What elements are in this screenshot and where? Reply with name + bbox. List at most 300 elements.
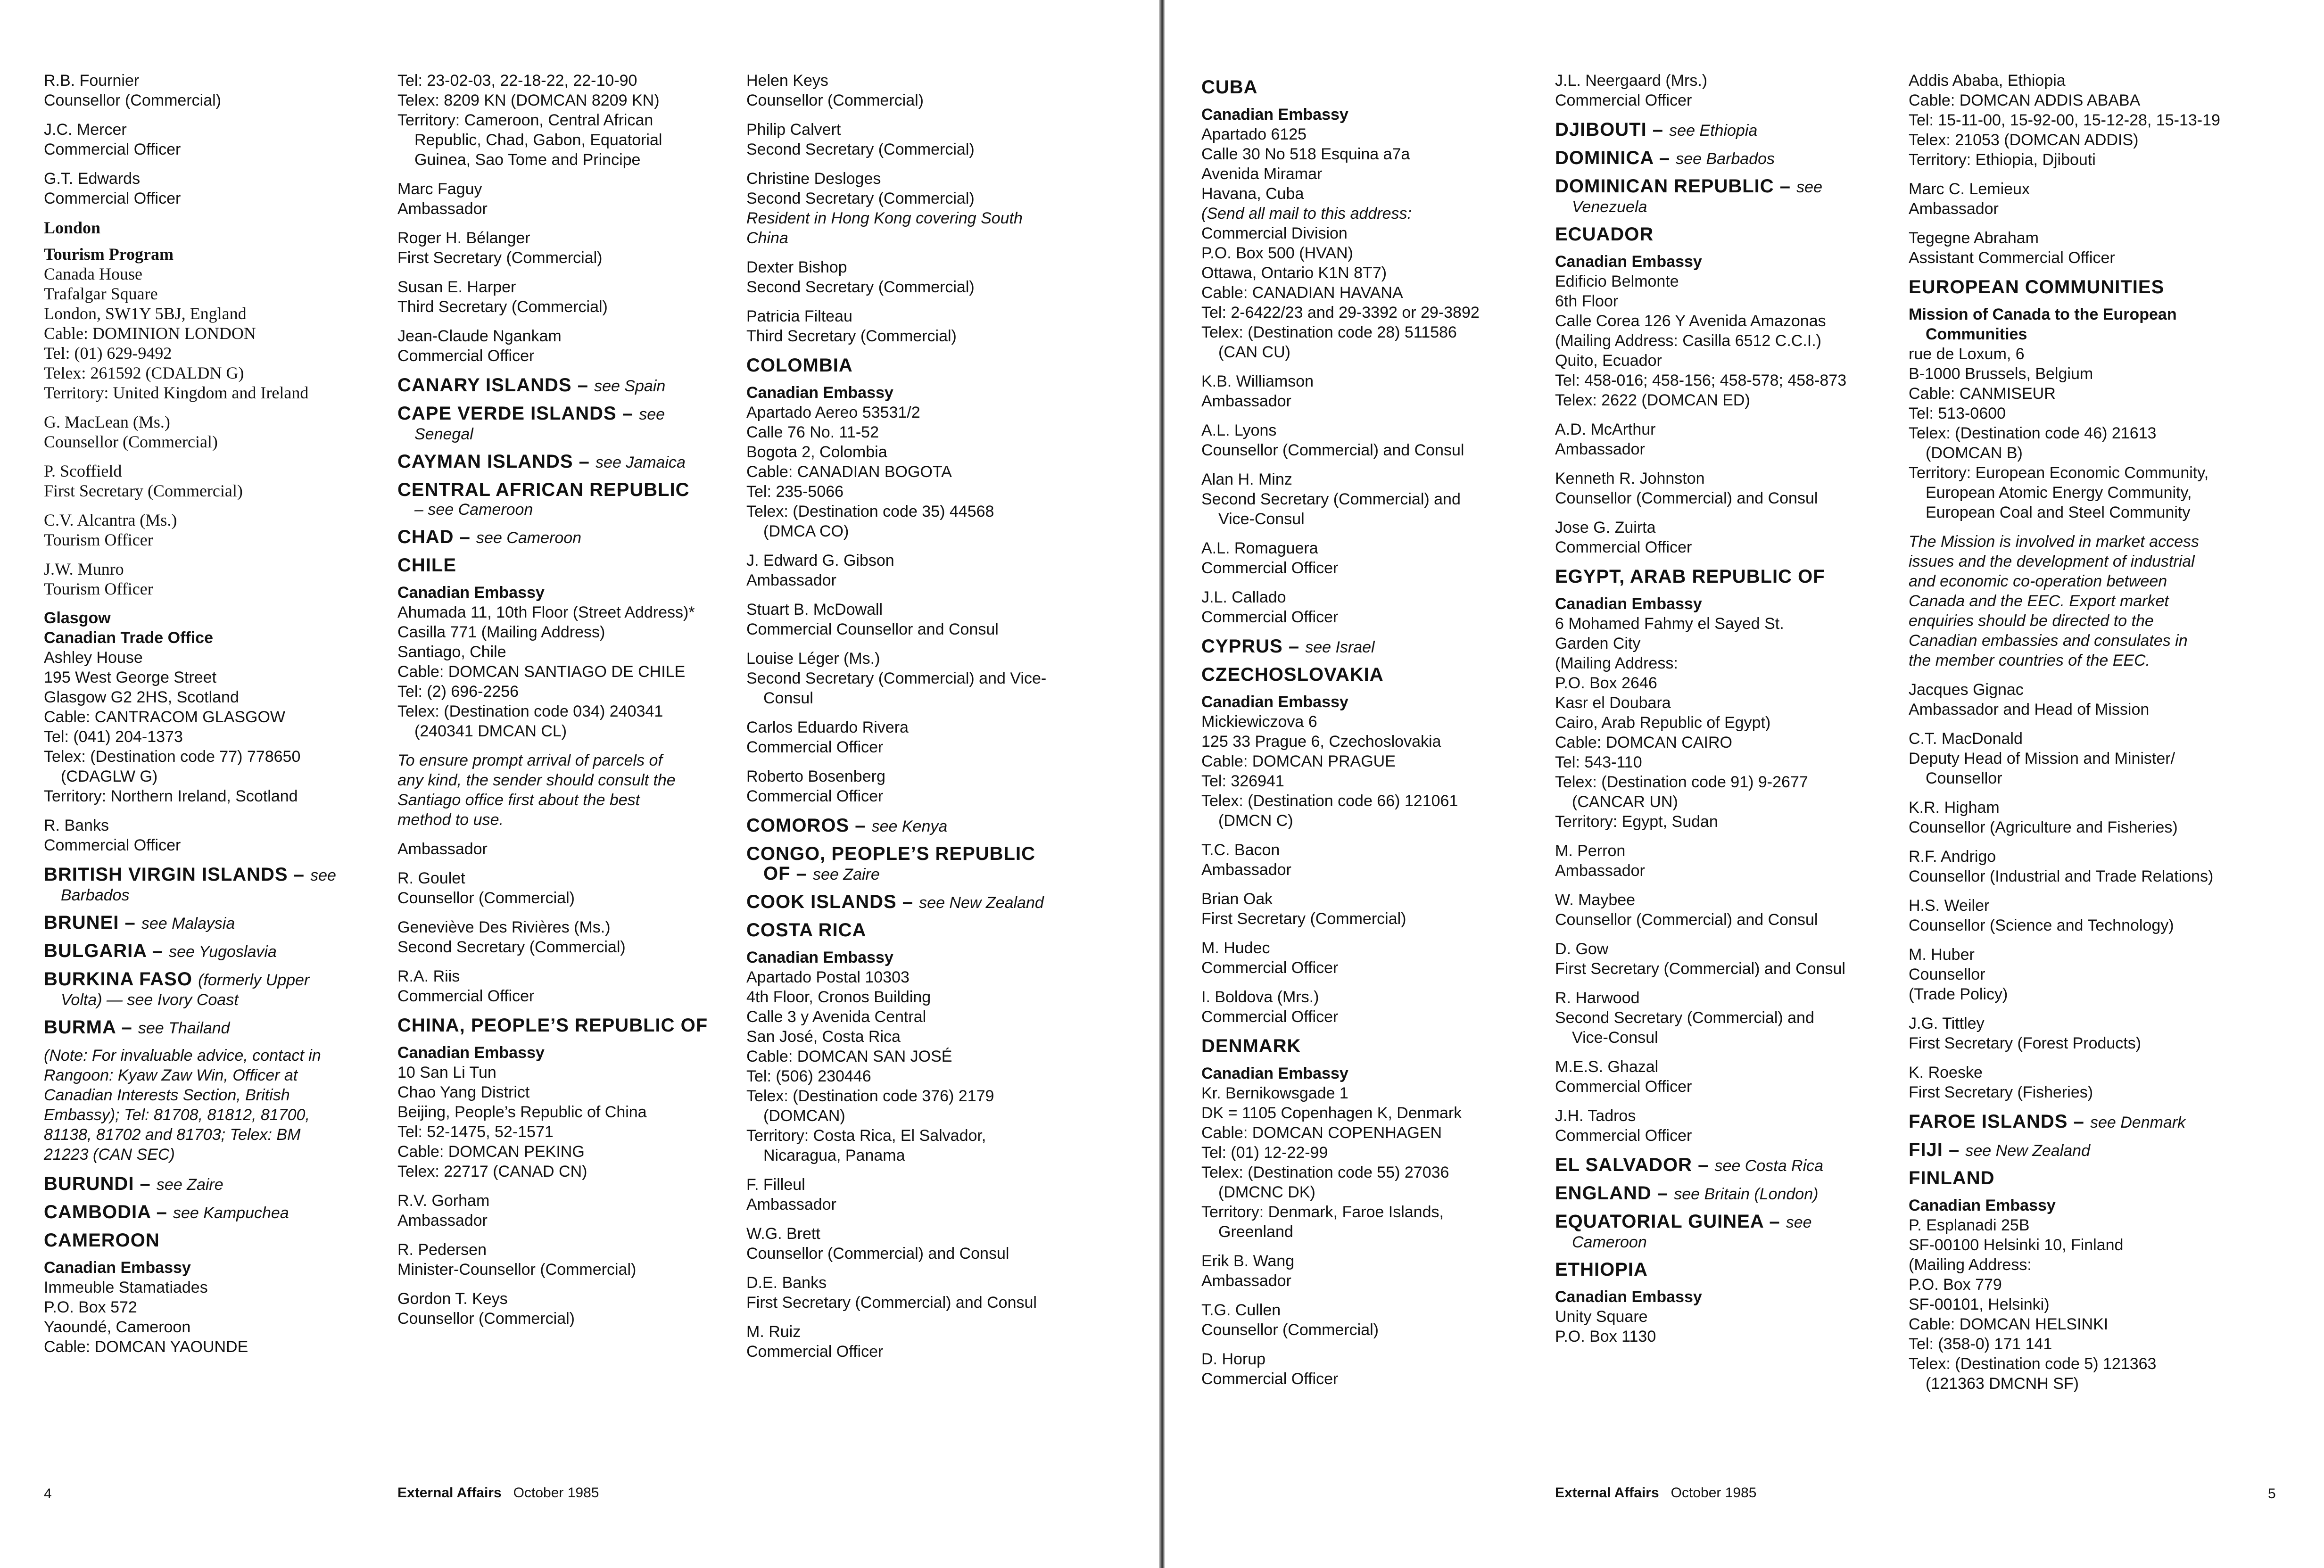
country-name: CAPE VERDE ISLANDS – bbox=[397, 403, 634, 424]
entry-line: (CDAGLW G) bbox=[61, 767, 158, 785]
note-line: issues and the development of industrial bbox=[1909, 553, 2195, 570]
note-line: enquiries should be directed to the bbox=[1909, 612, 2154, 630]
entry-line: Commercial Officer bbox=[1555, 1078, 1692, 1096]
directory-entry bbox=[44, 412, 374, 452]
country-heading bbox=[44, 865, 374, 905]
directory-entry bbox=[1201, 692, 1531, 831]
office-heading: Canadian Embassy bbox=[1555, 1288, 1702, 1306]
entry-line: Kasr el Doubara bbox=[1555, 694, 1671, 712]
entry-line: First Secretary (Commercial) bbox=[397, 249, 603, 267]
entry-line: Second Secretary (Commercial) and Vice- bbox=[746, 669, 1047, 687]
entry-line: Cable: DOMCAN PEKING bbox=[397, 1143, 585, 1161]
entry-line: Ambassador bbox=[746, 1196, 836, 1213]
directory-entry bbox=[44, 120, 374, 159]
entry-line: Beijing, People’s Republic of China bbox=[397, 1103, 647, 1121]
directory-entry bbox=[1555, 1057, 1894, 1097]
entry-line: Commercial Officer bbox=[397, 987, 535, 1005]
entry-line: (DOMCAN B) bbox=[1926, 444, 2023, 462]
left-footer bbox=[397, 1485, 599, 1501]
country-name: BURKINA FASO bbox=[44, 969, 192, 990]
page-gutter bbox=[1159, 0, 1165, 1568]
country-heading bbox=[1201, 77, 1531, 97]
entry-line: Ahumada 11, 10th Floor (Street Address)* bbox=[397, 603, 695, 621]
note-line: China bbox=[746, 229, 788, 247]
entry-line: Territory: European Economic Community, bbox=[1909, 464, 2209, 482]
note-line: any kind, the sender should consult the bbox=[397, 771, 676, 789]
directory-entry bbox=[397, 277, 737, 317]
entry-line: Commercial Division bbox=[1201, 224, 1348, 242]
directory-entry bbox=[397, 583, 737, 741]
country-name: EGYPT, ARAB REPUBLIC OF bbox=[1555, 566, 1825, 587]
note-line: 21223 (CAN SEC) bbox=[44, 1146, 175, 1164]
country-heading bbox=[1909, 1112, 2267, 1132]
entry-line: Telex: (Destination code 77) 778650 bbox=[44, 748, 301, 766]
entry-line: (240341 DMCAN CL) bbox=[414, 722, 567, 740]
entry-line: Commercial Officer bbox=[1201, 608, 1339, 626]
entry-line: Ambassador and Head of Mission bbox=[1909, 701, 2150, 718]
directory-entry bbox=[397, 966, 737, 1006]
directory-entry bbox=[1555, 469, 1894, 508]
entry-line: rue de Loxum, 6 bbox=[1909, 345, 2025, 363]
entry-line: Second Secretary (Commercial) bbox=[397, 938, 626, 956]
directory-entry bbox=[1555, 988, 1894, 1048]
country-heading bbox=[397, 404, 737, 444]
entry-line: Marc C. Lemieux bbox=[1909, 180, 2030, 198]
country-heading bbox=[1555, 1183, 1894, 1204]
entry-line: Territory: Cameroon, Central African bbox=[397, 111, 653, 129]
entry-line: Jacques Gignac bbox=[1909, 681, 2024, 699]
entry-line: Territory: Northern Ireland, Scotland bbox=[44, 787, 298, 805]
note-line: and economic co-operation between bbox=[1909, 572, 2167, 590]
entry-line: B-1000 Brussels, Belgium bbox=[1909, 365, 2093, 383]
directory-entry bbox=[397, 326, 737, 366]
office-heading: Canadian Embassy bbox=[746, 384, 893, 402]
entry-line: Commercial Officer bbox=[746, 738, 884, 756]
entry-line: Commercial Officer bbox=[397, 347, 535, 365]
entry-line: A.L. Lyons bbox=[1201, 421, 1277, 439]
entry-line: J.W. Munro bbox=[44, 560, 124, 578]
entry-line: R.F. Andrigo bbox=[1909, 848, 1996, 866]
office-heading: Canadian Embassy bbox=[397, 584, 545, 602]
entry-line: Assistant Commercial Officer bbox=[1909, 249, 2115, 267]
entry-line: Tel: 513-0600 bbox=[1909, 404, 2006, 422]
entry-line: Ambassador bbox=[1201, 861, 1291, 879]
country-name: BURMA – bbox=[44, 1017, 132, 1038]
cross-reference: Volta) — see Ivory Coast bbox=[61, 991, 239, 1009]
directory-entry bbox=[746, 718, 1105, 757]
directory-entry bbox=[746, 120, 1105, 159]
entry-line: (DMCNC DK) bbox=[1218, 1183, 1315, 1201]
note-line: the member countries of the EEC. bbox=[1909, 652, 2150, 669]
cross-reference: see bbox=[310, 867, 336, 884]
note-line: Canada and the EEC. Export market bbox=[1909, 592, 2169, 610]
country-name: COLOMBIA bbox=[746, 355, 853, 376]
entry-line: Ambassador bbox=[1909, 200, 1999, 218]
entry-line: Kenneth R. Johnston bbox=[1555, 470, 1705, 487]
directory-entry bbox=[1909, 1196, 2267, 1394]
country-name: CHINA, PEOPLE’S REPUBLIC OF bbox=[397, 1015, 708, 1036]
left-column-1 bbox=[44, 71, 374, 1366]
entry-line: Immeuble Stamatiades bbox=[44, 1279, 208, 1296]
directory-entry bbox=[1909, 305, 2267, 522]
footer-date: October 1985 bbox=[1671, 1485, 1757, 1501]
entry-line: Second Secretary (Commercial) and bbox=[1555, 1009, 1814, 1027]
entry-line: P.O. Box 1130 bbox=[1555, 1328, 1656, 1345]
city-heading: London bbox=[44, 218, 101, 237]
country-name: COSTA RICA bbox=[746, 920, 867, 941]
directory-entry bbox=[1201, 1251, 1531, 1291]
entry-line: Telex: 2622 (DOMCAN ED) bbox=[1555, 391, 1750, 409]
directory-entry bbox=[397, 71, 737, 170]
directory-entry bbox=[1909, 71, 2267, 170]
entry-line: Brian Oak bbox=[1201, 890, 1273, 908]
directory-entry bbox=[746, 383, 1105, 541]
entry-line: Minister-Counsellor (Commercial) bbox=[397, 1261, 637, 1279]
entry-line: Garden City bbox=[1555, 635, 1641, 652]
entry-line: Unity Square bbox=[1555, 1308, 1648, 1326]
directory-entry bbox=[397, 1191, 737, 1230]
country-name: CAMEROON bbox=[44, 1230, 160, 1251]
directory-entry bbox=[397, 228, 737, 268]
entry-line: Second Secretary (Commercial) bbox=[746, 278, 975, 296]
directory-entry bbox=[746, 1175, 1105, 1214]
entry-line: Telex: 21053 (DOMCAN ADDIS) bbox=[1909, 131, 2139, 149]
country-name: CENTRAL AFRICAN REPUBLIC bbox=[397, 479, 690, 500]
footer-publication: External Affairs bbox=[1555, 1485, 1659, 1501]
entry-line: Tel: 52-1475, 52-1571 bbox=[397, 1123, 554, 1141]
entry-line: Roberto Bosenberg bbox=[746, 767, 885, 785]
entry-line: G. MacLean (Ms.) bbox=[44, 413, 170, 431]
country-heading bbox=[746, 920, 1105, 940]
entry-line: Telex: (Destination code 91) 9-2677 bbox=[1555, 773, 1808, 791]
entry-line: P. Esplanadi 25B bbox=[1909, 1216, 2030, 1234]
entry-line: Commercial Counsellor and Consul bbox=[746, 620, 999, 638]
entry-line: J.H. Tadros bbox=[1555, 1107, 1636, 1125]
entry-line: P.O. Box 2646 bbox=[1555, 674, 1657, 692]
cross-reference: see Costa Rica bbox=[1714, 1157, 1824, 1175]
entry-line: European Coal and Steel Community bbox=[1926, 503, 2191, 521]
cross-reference: see Zaire bbox=[156, 1176, 223, 1194]
directory-entry bbox=[44, 71, 374, 110]
directory-entry bbox=[746, 306, 1105, 346]
entry-line: Mickiewiczova 6 bbox=[1201, 713, 1317, 731]
country-name: BULGARIA – bbox=[44, 941, 163, 961]
footer-date: October 1985 bbox=[513, 1485, 599, 1501]
entry-line: First Secretary (Commercial) bbox=[1201, 910, 1406, 928]
cross-reference: see Malaysia bbox=[141, 915, 235, 933]
directory-entry bbox=[746, 600, 1105, 639]
entry-line: D.E. Banks bbox=[746, 1274, 827, 1292]
cross-reference: see bbox=[1786, 1213, 1812, 1231]
entry-line: Cable: DOMCAN YAOUNDE bbox=[44, 1338, 248, 1356]
entry-line: Commercial Officer bbox=[1555, 538, 1692, 556]
entry-line: Telex: 261592 (CDALDN G) bbox=[44, 363, 244, 382]
entry-line: Calle 3 y Avenida Central bbox=[746, 1008, 926, 1026]
country-heading bbox=[44, 1230, 374, 1250]
office-heading: Communities bbox=[1926, 325, 2027, 343]
entry-line: Avenida Miramar bbox=[1201, 165, 1323, 183]
entry-line: (DOMCAN) bbox=[763, 1107, 845, 1125]
note-line: Resident in Hong Kong covering South bbox=[746, 209, 1023, 227]
entry-line: European Atomic Energy Community, bbox=[1926, 484, 2192, 502]
entry-line: Tel: 458-016; 458-156; 458-578; 458-873 bbox=[1555, 371, 1847, 389]
entry-line: Cable: DOMINION LONDON bbox=[44, 324, 256, 343]
entry-line: R.V. Gorham bbox=[397, 1192, 490, 1210]
directory-entry bbox=[1201, 938, 1531, 978]
entry-line: Ambassador bbox=[397, 200, 488, 218]
directory-entry bbox=[1555, 420, 1894, 459]
country-heading bbox=[1555, 1212, 1894, 1252]
cross-reference: see Kenya bbox=[871, 817, 948, 835]
directory-entry bbox=[44, 510, 374, 550]
country-name: CAMBODIA – bbox=[44, 1202, 167, 1222]
entry-line: Tourism Officer bbox=[44, 530, 153, 549]
country-heading bbox=[397, 452, 737, 472]
entry-line: Chao Yang District bbox=[397, 1083, 530, 1101]
country-name: CZECHOSLOVAKIA bbox=[1201, 664, 1384, 685]
entry-line: Second Secretary (Commercial) bbox=[746, 190, 975, 207]
entry-line: Patricia Filteau bbox=[746, 307, 852, 325]
entry-line: Telex: 22717 (CANAD CN) bbox=[397, 1163, 587, 1180]
country-name: ETHIOPIA bbox=[1555, 1259, 1648, 1280]
entry-line: J. Edward G. Gibson bbox=[746, 552, 894, 569]
entry-line: C.V. Alcantra (Ms.) bbox=[44, 511, 177, 529]
country-name: DENMARK bbox=[1201, 1036, 1301, 1056]
country-heading bbox=[44, 1174, 374, 1195]
entry-line: Yaoundé, Cameroon bbox=[44, 1318, 191, 1336]
entry-line: Casilla 771 (Mailing Address) bbox=[397, 623, 605, 641]
entry-line: Commercial Officer bbox=[1201, 959, 1339, 977]
right-column-2 bbox=[1555, 71, 1894, 1356]
entry-line: A.D. McArthur bbox=[1555, 421, 1656, 438]
directory-entry bbox=[1909, 532, 2267, 670]
directory-entry bbox=[1201, 421, 1531, 460]
country-heading bbox=[1909, 1140, 2267, 1161]
country-heading bbox=[1909, 277, 2267, 297]
entry-line: Dexter Bishop bbox=[746, 258, 847, 276]
country-heading bbox=[1201, 665, 1531, 685]
entry-line: Cable: DOMCAN SAN JOSÉ bbox=[746, 1048, 952, 1065]
office-heading: Canadian Embassy bbox=[1201, 106, 1348, 124]
entry-line: Second Secretary (Commercial) bbox=[746, 140, 975, 158]
directory-entry bbox=[1909, 1014, 2267, 1053]
directory-entry bbox=[1555, 518, 1894, 557]
left-column-3 bbox=[746, 71, 1105, 1371]
cross-reference: see Cameroon bbox=[476, 529, 582, 547]
entry-line: Guinea, Sao Tome and Principe bbox=[414, 151, 641, 169]
entry-line: Ambassador bbox=[397, 1212, 488, 1230]
entry-line: DK = 1105 Copenhagen K, Denmark bbox=[1201, 1104, 1462, 1122]
entry-line: Tel: 23-02-03, 22-18-22, 22-10-90 bbox=[397, 72, 637, 90]
entry-line: First Secretary (Fisheries) bbox=[1909, 1083, 2093, 1101]
country-heading bbox=[1201, 636, 1531, 657]
entry-line: Trafalgar Square bbox=[44, 284, 158, 303]
directory-entry bbox=[44, 169, 374, 208]
entry-line: Ambassador bbox=[397, 840, 488, 858]
entry-line: Telex: (Destination code 35) 44568 bbox=[746, 503, 994, 520]
entry-line: Commercial Officer bbox=[1555, 1127, 1692, 1145]
entry-line: Vice-Consul bbox=[1572, 1029, 1658, 1047]
entry-line: M.E.S. Ghazal bbox=[1555, 1058, 1659, 1076]
entry-line: Cable: CANMISEUR bbox=[1909, 385, 2056, 403]
country-name: FIJI – bbox=[1909, 1139, 1960, 1160]
entry-line: Counsellor (Commercial) bbox=[397, 1310, 575, 1328]
office-heading: Tourism Program bbox=[44, 245, 174, 264]
cross-reference: Barbados bbox=[61, 886, 130, 904]
entry-line: Commercial Officer bbox=[44, 190, 181, 207]
country-heading bbox=[746, 844, 1105, 884]
country-heading bbox=[1555, 176, 1894, 217]
entry-line: Tel: 543-110 bbox=[1555, 753, 1642, 771]
entry-line: Roger H. Bélanger bbox=[397, 229, 530, 247]
country-heading bbox=[44, 1017, 374, 1038]
entry-line: Commercial Officer bbox=[1201, 559, 1339, 577]
office-heading: Canadian Embassy bbox=[397, 1044, 545, 1062]
country-name: BURUNDI – bbox=[44, 1173, 151, 1194]
country-name: BRITISH VIRGIN ISLANDS – bbox=[44, 864, 305, 885]
office-heading: Canadian Embassy bbox=[1555, 595, 1702, 613]
right-page bbox=[1165, 0, 2324, 1568]
directory-entry bbox=[1555, 252, 1894, 410]
directory-entry bbox=[1555, 594, 1894, 832]
directory-entry bbox=[1201, 889, 1531, 929]
entry-line: Counsellor (Commercial) and Consul bbox=[1555, 489, 1818, 507]
country-name: CYPRUS – bbox=[1201, 636, 1300, 657]
entry-line: Canada House bbox=[44, 264, 142, 283]
entry-line: Tel: (506) 230446 bbox=[746, 1067, 871, 1085]
entry-line: J.C. Mercer bbox=[44, 121, 127, 139]
entry-line: Telex: (Destination code 376) 2179 bbox=[746, 1087, 994, 1105]
entry-line: Cable: DOMCAN SANTIAGO DE CHILE bbox=[397, 663, 686, 681]
entry-line: K.B. Williamson bbox=[1201, 372, 1314, 390]
entry-line: Philip Calvert bbox=[746, 121, 841, 139]
country-name: EQUATORIAL GUINEA – bbox=[1555, 1211, 1780, 1232]
directory-entry bbox=[1555, 1106, 1894, 1146]
entry-line: R. Banks bbox=[44, 817, 109, 834]
note-line: Santiago office first about the best bbox=[397, 791, 640, 809]
entry-line: (Mailing Address: bbox=[1909, 1256, 2032, 1274]
entry-line: First Secretary (Commercial) bbox=[44, 481, 243, 500]
entry-line: P.O. Box 779 bbox=[1909, 1276, 2002, 1294]
entry-line: Jose G. Zuirta bbox=[1555, 519, 1656, 536]
cross-reference: see Ethiopia bbox=[1669, 122, 1758, 140]
entry-line: Counsellor (Commercial) and Consul bbox=[1201, 441, 1464, 459]
entry-line: K. Roeske bbox=[1909, 1064, 1983, 1081]
entry-line: Marc Faguy bbox=[397, 180, 482, 198]
directory-entry bbox=[397, 868, 737, 908]
entry-line: Counsellor (Commercial) bbox=[746, 91, 924, 109]
entry-line: Ambassador bbox=[1201, 1272, 1291, 1290]
cross-reference: see New Zealand bbox=[1965, 1142, 2090, 1160]
entry-line: Santiago, Chile bbox=[397, 643, 506, 661]
entry-line: Commercial Officer bbox=[1555, 91, 1692, 109]
country-heading bbox=[1555, 148, 1894, 169]
entry-line: First Secretary (Commercial) and Consul bbox=[746, 1294, 1037, 1312]
entry-line: Counsellor (Commercial) and Consul bbox=[746, 1245, 1009, 1263]
directory-entry bbox=[1201, 840, 1531, 880]
entry-line: K.R. Higham bbox=[1909, 799, 2000, 817]
entry-line: 125 33 Prague 6, Czechoslovakia bbox=[1201, 733, 1441, 751]
entry-line: Tel: (01) 629-9492 bbox=[44, 344, 172, 363]
country-name: EL SALVADOR – bbox=[1555, 1155, 1709, 1175]
directory-entry bbox=[1909, 680, 2267, 719]
office-heading: Glasgow bbox=[44, 609, 111, 627]
directory-entry bbox=[397, 1289, 737, 1329]
entry-line: Counsellor (Commercial) and Consul bbox=[1555, 911, 1818, 929]
cross-reference: see Spain bbox=[594, 377, 666, 395]
entry-line: Counsellor (Commercial) bbox=[44, 91, 221, 109]
entry-line: Cable: CANADIAN HAVANA bbox=[1201, 284, 1403, 302]
cross-reference: see Zaire bbox=[813, 866, 880, 883]
entry-line: Ashley House bbox=[44, 649, 143, 667]
entry-line: Quito, Ecuador bbox=[1555, 352, 1662, 370]
entry-line: I. Boldova (Mrs.) bbox=[1201, 988, 1319, 1006]
entry-line: Tel: 326941 bbox=[1201, 772, 1284, 790]
entry-line: Tel: 235-5066 bbox=[746, 483, 844, 501]
directory-entry bbox=[746, 71, 1105, 110]
footer-publication: External Affairs bbox=[397, 1485, 502, 1501]
entry-line: Ambassador bbox=[1555, 440, 1645, 458]
entry-line: SF-00101, Helsinki) bbox=[1909, 1296, 2050, 1313]
directory-entry bbox=[44, 559, 374, 599]
left-column-2 bbox=[397, 71, 737, 1338]
directory-entry bbox=[746, 169, 1105, 248]
entry-line: R.B. Fournier bbox=[44, 72, 140, 90]
country-heading bbox=[1555, 120, 1894, 140]
directory-entry bbox=[746, 551, 1105, 590]
entry-line: P.O. Box 572 bbox=[44, 1298, 137, 1316]
country-heading bbox=[397, 527, 737, 548]
directory-entry bbox=[44, 244, 374, 403]
cross-reference: see Jamaica bbox=[595, 454, 686, 471]
office-heading: Canadian Embassy bbox=[1909, 1197, 2056, 1214]
office-heading: Canadian Embassy bbox=[1201, 693, 1348, 711]
directory-entry bbox=[1555, 71, 1894, 110]
entry-line: Stuart B. McDowall bbox=[746, 601, 883, 619]
entry-line: (DMCN C) bbox=[1218, 812, 1293, 830]
entry-line: 6 Mohamed Fahmy el Sayed St. bbox=[1555, 615, 1784, 633]
entry-line: C.T. MacDonald bbox=[1909, 730, 2023, 748]
entry-line: Territory: Ethiopia, Djibouti bbox=[1909, 151, 2096, 169]
entry-line: Telex: (Destination code 28) 511586 bbox=[1201, 323, 1457, 341]
entry-line: Cairo, Arab Republic of Egypt) bbox=[1555, 714, 1771, 732]
entry-line: Calle 76 No. 11-52 bbox=[746, 423, 879, 441]
entry-line: Tel: (2) 696-2256 bbox=[397, 683, 519, 701]
right-column-1 bbox=[1201, 71, 1531, 1398]
entry-line: Susan E. Harper bbox=[397, 278, 516, 296]
entry-line: A.L. Romaguera bbox=[1201, 539, 1318, 557]
entry-line: 10 San Li Tun bbox=[397, 1064, 496, 1081]
entry-line: Helen Keys bbox=[746, 72, 828, 90]
entry-line: (Trade Policy) bbox=[1909, 985, 2008, 1003]
right-footer bbox=[1555, 1485, 1756, 1501]
entry-line: (Mailing Address: Casilla 6512 C.C.I.) bbox=[1555, 332, 1822, 350]
cross-reference: see bbox=[639, 405, 665, 423]
entry-line: San José, Costa Rica bbox=[746, 1028, 901, 1046]
entry-line: Glasgow G2 2HS, Scotland bbox=[44, 688, 239, 706]
entry-line: Territory: Egypt, Sudan bbox=[1555, 813, 1718, 831]
directory-entry bbox=[1909, 1063, 2267, 1102]
country-name: OF – bbox=[763, 863, 807, 884]
cross-reference: see Yugoslavia bbox=[169, 943, 277, 961]
directory-entry bbox=[746, 1273, 1105, 1312]
directory-entry bbox=[746, 1224, 1105, 1263]
entry-line: Telex: (Destination code 55) 27036 bbox=[1201, 1164, 1449, 1181]
country-name: DOMINICA – bbox=[1555, 148, 1671, 168]
entry-line: W.G. Brett bbox=[746, 1225, 820, 1243]
country-heading bbox=[1909, 1168, 2267, 1188]
entry-line: Ambassador bbox=[746, 571, 836, 589]
